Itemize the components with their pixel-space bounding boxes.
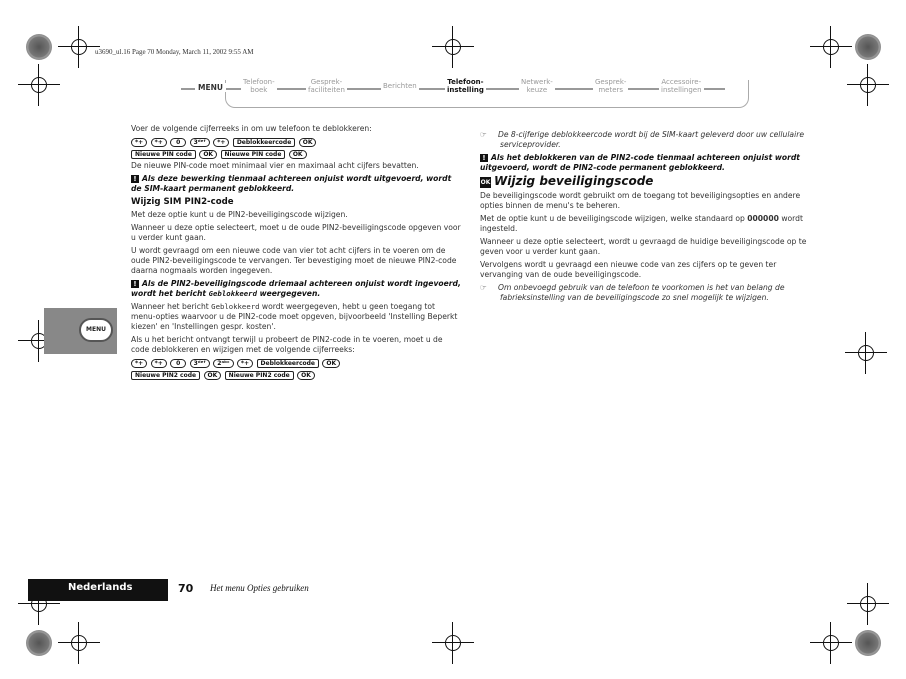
key-star: *+	[213, 138, 229, 147]
footer-chapter-title: Het menu Opties gebruiken	[210, 583, 309, 593]
registration-dot	[855, 34, 881, 60]
registration-mark	[66, 34, 92, 60]
paragraph: De beveiligingscode wordt gebruikt om de toegang tot beveiligingsopties en andere opties binnen de menu's te beheren.	[480, 191, 801, 210]
note-icon: ☞	[480, 283, 487, 292]
registration-mark	[818, 34, 844, 60]
key-ok: OK	[322, 359, 340, 368]
registration-mark	[440, 630, 466, 656]
paragraph: Wanneer het bericht Geblokkeerd wordt weergegeven, hebt u geen toegang tot menu-opties waarvoor u de PIN2-code moet opgeven, bijvoorbeeld 'Instelling Beperkt kiezen' en 'Instellingen gespr. kosten'.	[131, 302, 458, 331]
registration-mark	[66, 630, 92, 656]
registration-mark	[818, 630, 844, 656]
nav-item-gespreksfaciliteiten: Gesprek- faciliteiten	[308, 78, 345, 94]
menu-navigation	[181, 78, 751, 112]
nav-item-netwerkkeuze: Netwerk- keuze	[521, 78, 553, 94]
nav-item-telefooninstelling: Telefoon- instelling	[447, 78, 484, 94]
key-sequence-1b	[131, 149, 461, 159]
key-star: *+	[131, 138, 147, 147]
intro-text: Voer de volgende cijferreeks in om uw telefoon te deblokkeren:	[131, 124, 372, 133]
note-deblokkeercode: ☞ De 8-cijferige deblokkeercode wordt bij de SIM-kaart geleverd door uw cellulaire serviceprovider.	[480, 130, 804, 149]
note-factory-setting: ☞ Om onbevoegd gebruik van de telefoon te voorkomen is het van belang de fabrieksinstelling van de beveiligingscode zo snel mogelijk te wijzigen.	[480, 283, 785, 302]
nav-item-telefoonboek: Telefoon- boek	[243, 78, 275, 94]
key-sequence-2	[131, 358, 461, 368]
key-0: 0	[170, 359, 186, 368]
registration-mark	[855, 591, 881, 617]
key-new-pin: Nieuwe PIN code	[221, 150, 286, 159]
key-star: *+	[237, 359, 253, 368]
left-column	[131, 124, 461, 382]
key-ok: OK	[299, 138, 317, 147]
registration-mark	[855, 72, 881, 98]
warning-pin2-permanent: ! Als het deblokkeren van de PIN2-code tienmaal achtereen onjuist wordt uitgevoerd, wordt de PIN2-code permanent geblokkeerd.	[480, 153, 800, 172]
key-2: 2ᵃᵇᶜ	[213, 359, 233, 368]
key-0: 0	[170, 138, 186, 147]
key-ok: OK	[289, 150, 307, 159]
key-ok: OK	[204, 371, 222, 380]
paragraph: Wanneer u deze optie selecteert, wordt u gevraagd de huidige beveiligingscode op te geven voor u verder kunt gaan.	[480, 237, 807, 256]
key-new-pin2: Nieuwe PIN2 code	[225, 371, 294, 380]
warning-icon: !	[480, 154, 488, 162]
ok-icon: OK	[480, 179, 491, 186]
paragraph: Als u het bericht ontvangt terwijl u probeert de PIN2-code in te voeren, moet u de code deblokkeren en wijzigen met de volgende cijferreeks:	[131, 335, 443, 354]
print-header: u3690_ul.16 Page 70 Monday, March 11, 2002 9:55 AM	[95, 48, 254, 56]
section-heading-security-code: OK Wijzig beveiligingscode	[480, 174, 654, 188]
warning-pin2-blocked: ! Als de PIN2-beveiligingscode driemaal achtereen onjuist wordt ingevoerd, wordt het bericht Geblokkeerd weergegeven.	[131, 279, 461, 298]
nav-menu-label: MENU	[195, 83, 226, 92]
registration-mark	[26, 72, 52, 98]
key-3: 3ᵈᵉᶠ	[190, 138, 210, 147]
key-new-pin: Nieuwe PIN code	[131, 150, 196, 159]
warning-sim-blocked: ! Als deze bewerking tienmaal achtereen onjuist wordt uitgevoerd, wordt de SIM-kaart permanent geblokkeerd.	[131, 174, 452, 193]
key-ok: OK	[199, 150, 217, 159]
key-sequence-2b	[131, 370, 461, 380]
key-star: *+	[131, 359, 147, 368]
pin-rule: De nieuwe PIN-code moet minimaal vier en maximaal acht cijfers bevatten.	[131, 161, 419, 170]
nav-item-gespreksmeters: Gesprek- meters	[595, 78, 627, 94]
menu-key-icon: MENU	[79, 318, 113, 342]
key-sequence-1	[131, 137, 461, 147]
key-3: 3ᵈᵉᶠ	[190, 359, 210, 368]
registration-dot	[26, 34, 52, 60]
footer-language: Nederlands	[68, 582, 133, 593]
note-icon: ☞	[480, 130, 487, 139]
registration-dot	[26, 630, 52, 656]
registration-mark	[440, 34, 466, 60]
registration-dot	[855, 630, 881, 656]
paragraph: Met deze optie kunt u de PIN2-beveiligingscode wijzigen.	[131, 210, 348, 219]
key-star: *+	[151, 359, 167, 368]
paragraph: Met de optie kunt u de beveiligingscode wijzigen, welke standaard op 000000 wordt ingesteld.	[480, 214, 803, 233]
key-new-pin2: Nieuwe PIN2 code	[131, 371, 200, 380]
paragraph: Wanneer u deze optie selecteert, moet u de oude PIN2-beveiligingscode opgeven voor u verder kunt gaan.	[131, 223, 461, 242]
page-number: 70	[178, 582, 194, 595]
key-ok: OK	[297, 371, 315, 380]
nav-item-accessoire: Accessoire- instellingen	[661, 78, 702, 94]
paragraph: Vervolgens wordt u gevraagd een nieuwe code van zes cijfers op te geven ter vervanging van de oude beveiligingscode.	[480, 260, 777, 279]
key-deblokkeercode: Deblokkeercode	[233, 138, 295, 147]
warning-icon: !	[131, 175, 139, 183]
section-heading-pin2: Wijzig SIM PIN2-code	[131, 197, 234, 207]
key-deblokkeercode: Deblokkeercode	[257, 359, 319, 368]
warning-icon: !	[131, 280, 139, 288]
paragraph: U wordt gevraagd om een nieuwe code van vier tot acht cijfers in te voeren om de oude PIN2-beveiligingscode te vervangen. Ter bevestiging moet de nieuwe PIN2-code daarna nogmaals worden ingegeven.	[131, 246, 457, 275]
right-column	[480, 130, 810, 306]
registration-mark	[853, 340, 879, 366]
key-star: *+	[151, 138, 167, 147]
nav-item-berichten: Berichten	[383, 82, 417, 90]
